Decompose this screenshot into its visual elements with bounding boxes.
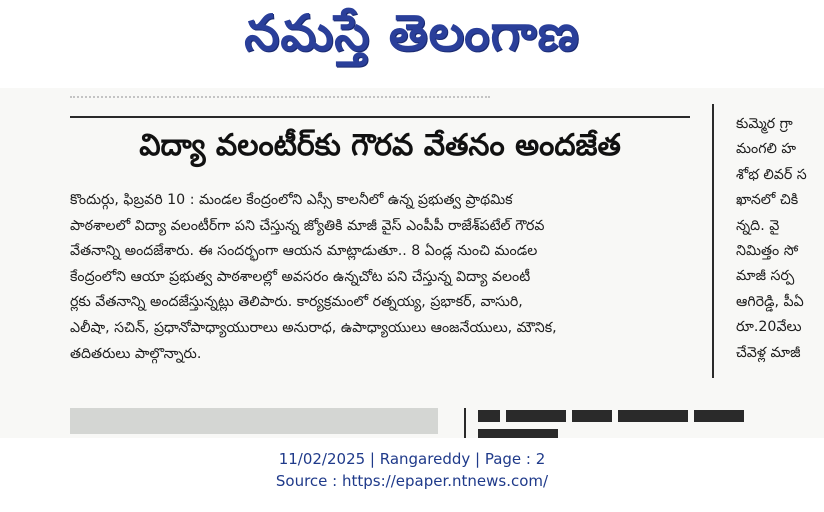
article-line: కొందుర్గు, ఫిబ్రవరి 10 : మండల కేంద్రంలోని ఎస్సీ కాలనీలో ఉన్న ప్రభుత్వ ప్రాథమిక (70, 192, 513, 208)
article-headline: విద్యా వలంటీర్‌కు గౌరవ వేతనం అందజేత (139, 128, 621, 163)
adjacent-line: కుమ్మెర గ్రా (736, 116, 793, 132)
newspaper-masthead (0, 0, 824, 78)
bottom-column-divider (464, 408, 466, 438)
adjacent-line: ఆగిరెడ్డి, పీఏ (736, 293, 804, 310)
adjacent-line: న్నది. వై (736, 217, 780, 234)
article-line: కేంద్రంలోని ఆయా ప్రభుత్వ పాఠశాలల్లో అవసరం ఉన్నచోట పని చేస్తున్న విద్యా వలంటీ (70, 268, 531, 285)
article-line: వేతనాన్ని అందజేశారు. ఈ సందర్భంగా ఆయన మాట్లాడుతూ.. 8 ఏండ్ల నుంచి మండల (70, 243, 538, 260)
faint-text-fragment (70, 96, 490, 104)
adjacent-line: రూ.20వేలు (736, 319, 802, 336)
adjacent-line: శోభ లివర్ స (736, 166, 807, 183)
article-line: తదితరులు పాల్గొన్నారు. (70, 345, 202, 362)
footer-date-edition: 11/02/2025 | Rangareddy | Page : 2 (278, 450, 546, 468)
cut-off-headline (478, 410, 824, 438)
masthead-title: నమస్తే తెలంగాణ (244, 3, 580, 62)
adjacent-line: చేవెళ్ల మాజీ (736, 344, 801, 361)
article-body (70, 188, 702, 367)
adjacent-line: ఖానలో చికి (736, 192, 799, 209)
headline-top-rule (70, 116, 690, 118)
footer-source-link[interactable]: Source : https://epaper.ntnews.com/ (275, 472, 549, 490)
column-divider (712, 104, 714, 378)
adjacent-article-column (736, 112, 824, 366)
adjacent-line: మంగలి హ (736, 141, 797, 158)
source-footer (0, 448, 824, 492)
adjacent-line: మాజీ సర్ప (736, 268, 795, 285)
article-line: ర్లకు వేతనాన్ని అందజేస్తున్నట్లు తెలిపారు. కార్యక్రమంలో రత్నయ్య, ప్రభాకర్, వాసురి, (70, 294, 523, 311)
grey-box (70, 408, 438, 434)
article-line: ఎలీషా, సచిన్, ప్రధానోపాధ్యాయురాలు అనురాధ, ఉపాధ్యాయులు ఆంజనేయులు, మౌనిక, (70, 319, 557, 336)
article-line: పాఠశాలలో విద్యా వలంటీర్‌గా పని చేస్తున్న జ్యోతికి మాజీ వైస్ ఎంపీపీ రాజేశ్‌పటేల్ గౌరవ (70, 217, 545, 234)
adjacent-line: నిమిత్తం సో (736, 242, 799, 259)
